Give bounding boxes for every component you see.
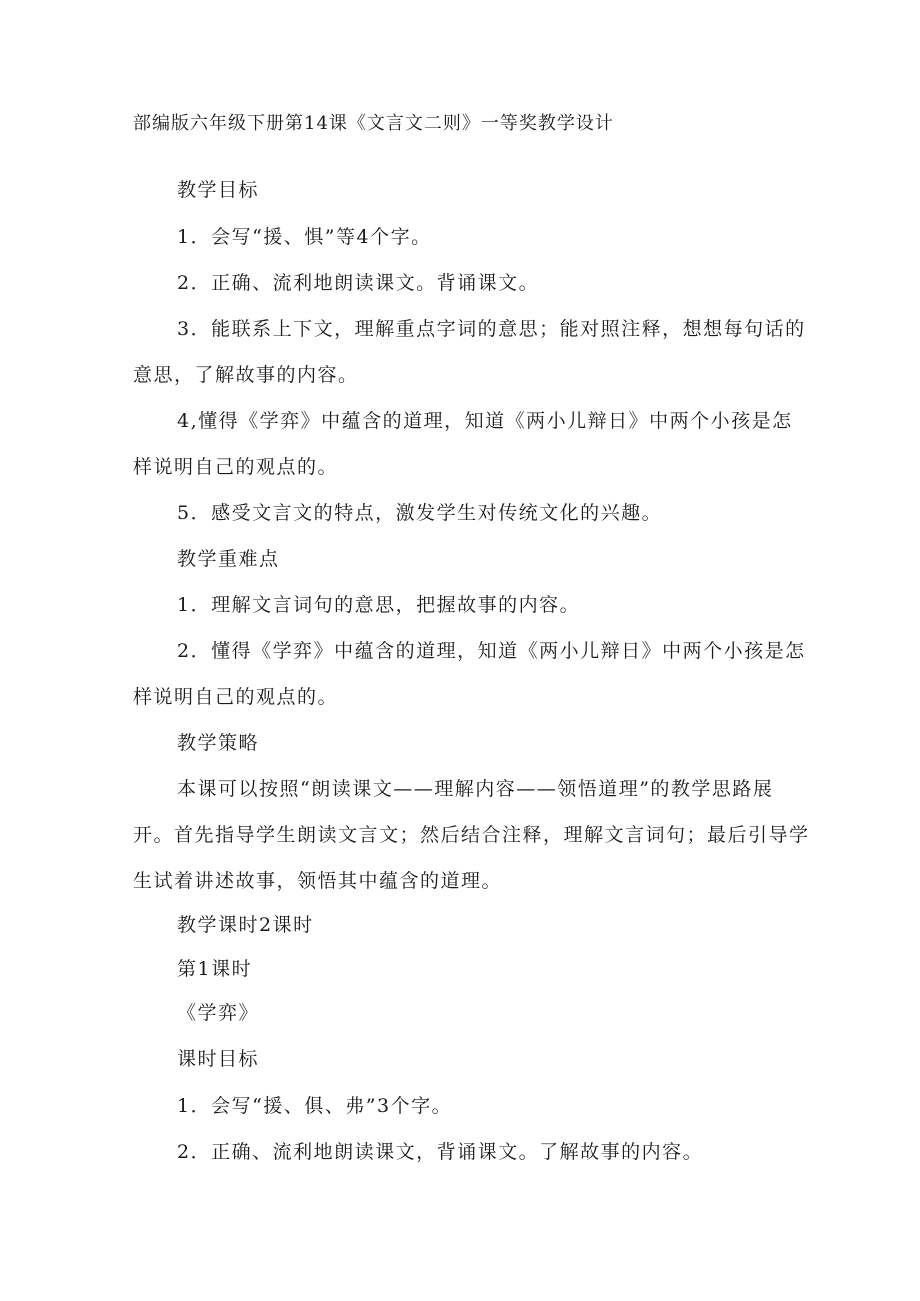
paragraph-line: 3．能联系上下文，理解重点字词的意思；能对照注释，想想每句话的	[177, 318, 806, 340]
paragraph-line: 1．会写“援、惧”等4个字。	[177, 226, 432, 248]
paragraph-line: 4,懂得《学弈》中蕴含的道理，知道《两小儿辩日》中两个小孩是怎	[177, 410, 793, 432]
paragraph-line: 意思，了解故事的内容。	[133, 364, 359, 386]
paragraph-line: 2．正确、流利地朗读课文，背诵课文。了解故事的内容。	[177, 1141, 704, 1163]
paragraph-line: 1．理解文言词句的意思，把握故事的内容。	[177, 594, 581, 616]
section-heading-period-1: 第1课时	[177, 958, 253, 980]
paragraph-line: 样说明自己的观点的。	[133, 686, 339, 708]
paragraph-line: 1．会写“援、俱、弗”3个字。	[177, 1095, 453, 1117]
paragraph-line: 样说明自己的观点的。	[133, 456, 339, 478]
lesson-title: 《学弈》	[177, 1002, 260, 1024]
document-title: 部编版六年级下册第14课《文言文二则》一等奖教学设计	[133, 113, 614, 134]
section-heading-key-points: 教学重难点	[177, 548, 280, 570]
paragraph-line: 5．感受文言文的特点，激发学生对传统文化的兴趣。	[177, 502, 663, 524]
paragraph-line: 开。首先指导学生朗读文言文；然后结合注释，理解文言词句；最后引导学	[133, 824, 810, 846]
paragraph-line: 本课可以按照“朗读课文——理解内容——领悟道理”的教学思路展	[177, 778, 774, 800]
section-heading-objectives: 教学目标	[177, 179, 260, 201]
paragraph-line: 2．懂得《学弈》中蕴含的道理，知道《两小儿辩日》中两个小孩是怎	[177, 640, 806, 662]
paragraph-line: 2．正确、流利地朗读课文。背诵课文。	[177, 272, 540, 294]
section-heading-period-objectives: 课时目标	[177, 1048, 260, 1070]
section-heading-periods: 教学课时2课时	[177, 914, 314, 936]
section-heading-strategy: 教学策略	[177, 732, 260, 754]
paragraph-line: 生试着讲述故事，领悟其中蕴含的道理。	[133, 870, 503, 892]
